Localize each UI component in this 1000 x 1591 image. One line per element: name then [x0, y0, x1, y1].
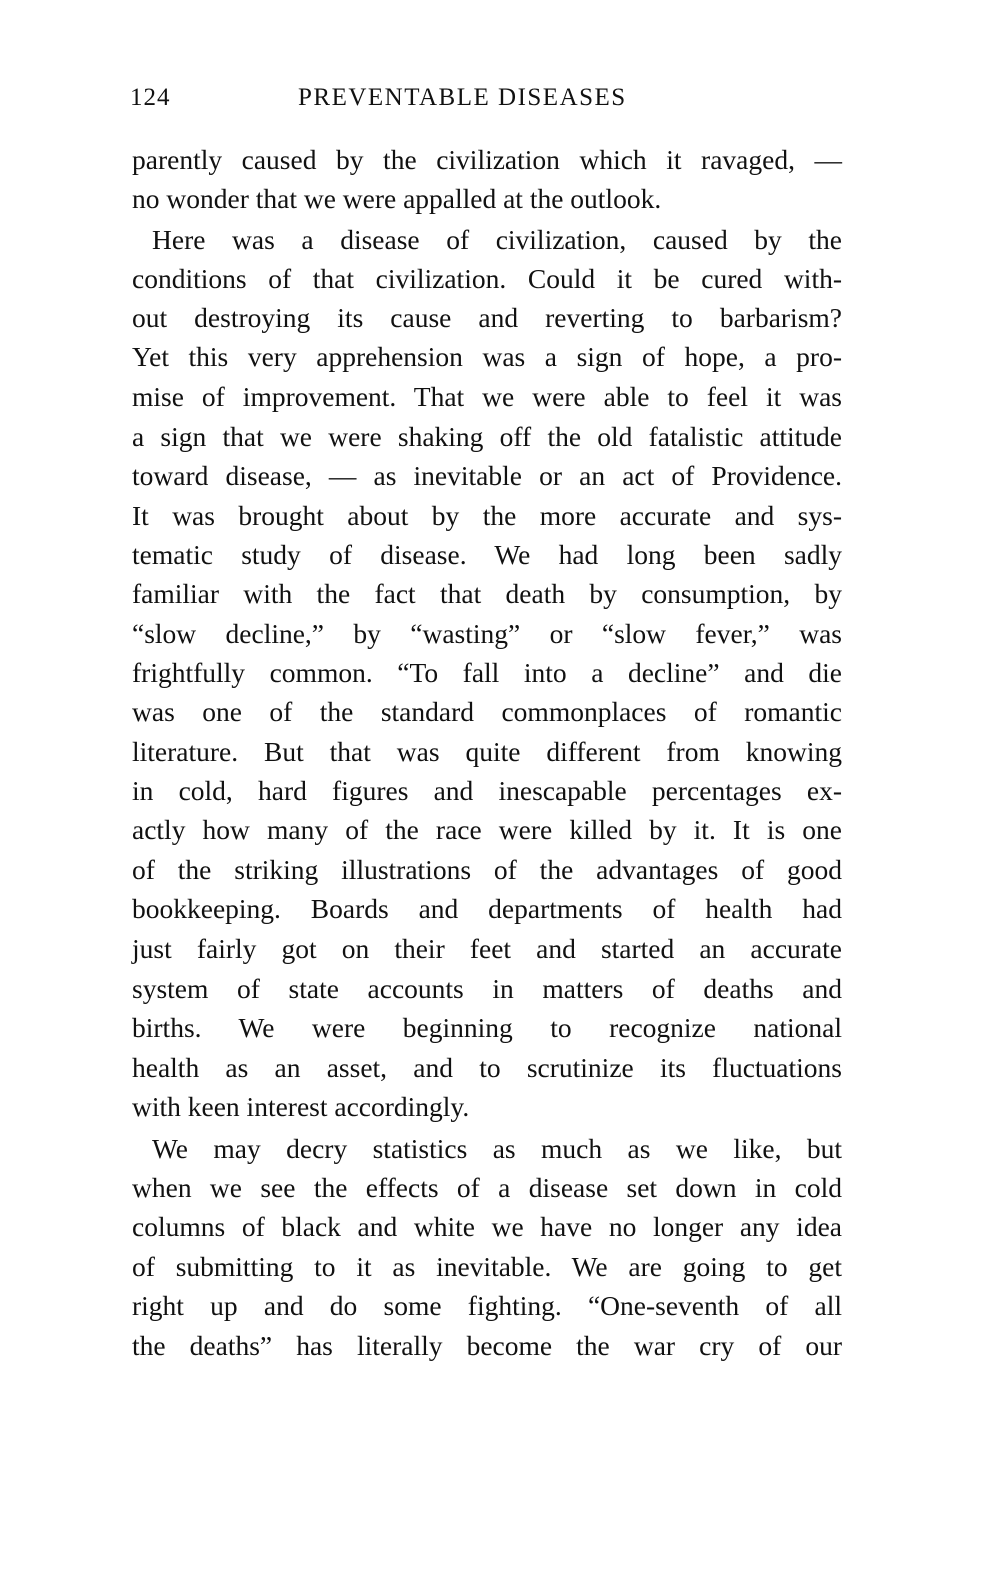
- text-line: frightfully common. “To fall into a decline” and die: [132, 657, 842, 688]
- text-line: a sign that we were shaking off the old fatalistic attitude: [132, 421, 842, 452]
- text-line: “slow decline,” by “wasting” or “slow fever,” was: [132, 618, 842, 649]
- page-number: 124: [130, 84, 171, 111]
- text-line: actly how many of the race were killed by it. It is one: [132, 814, 842, 845]
- text-line: with keen interest accordingly.: [132, 1091, 470, 1122]
- text-line: system of state accounts in matters of deaths and: [132, 973, 842, 1004]
- text-line: in cold, hard figures and inescapable percentages ex-: [132, 775, 842, 806]
- text-line: no wonder that we were appalled at the outlook.: [132, 183, 662, 214]
- text-line: when we see the effects of a disease set down in cold: [132, 1172, 842, 1203]
- text-line: familiar with the fact that death by consumption, by: [132, 578, 842, 609]
- text-line: tematic study of disease. We had long been sadly: [132, 539, 842, 570]
- running-title: PREVENTABLE DISEASES: [298, 84, 627, 111]
- text-line: births. We were beginning to recognize national: [132, 1012, 842, 1043]
- text-line: columns of black and white we have no longer any idea: [132, 1211, 842, 1242]
- text-line: It was brought about by the more accurate and sys-: [132, 500, 842, 531]
- text-line: just fairly got on their feet and started an accurate: [132, 933, 842, 964]
- text-line: health as an asset, and to scrutinize its fluctuations: [132, 1052, 842, 1083]
- text-line: parently caused by the civilization which it ravaged, —: [132, 144, 842, 175]
- text-line: of the striking illustrations of the advantages of good: [132, 854, 842, 885]
- text-line: Yet this very apprehension was a sign of hope, a pro-: [132, 341, 842, 372]
- text-line: toward disease, — as inevitable or an act of Providence.: [132, 460, 842, 491]
- text-line: of submitting to it as inevitable. We are going to get: [132, 1251, 842, 1282]
- text-line: bookkeeping. Boards and departments of health had: [132, 893, 842, 924]
- text-line: out destroying its cause and reverting to barbarism?: [132, 302, 842, 333]
- text-line: the deaths” has literally become the war cry of our: [132, 1330, 842, 1361]
- text-line: right up and do some fighting. “One-seventh of all: [132, 1290, 842, 1321]
- text-line: literature. But that was quite different from knowing: [132, 736, 842, 767]
- text-line: mise of improvement. That we were able to feel it was: [132, 381, 842, 412]
- text-line: We may decry statistics as much as we like, but: [152, 1133, 842, 1164]
- text-line: Here was a disease of civilization, caused by the: [152, 224, 842, 255]
- text-line: conditions of that civilization. Could it be cured with-: [132, 263, 842, 294]
- text-line: was one of the standard commonplaces of romantic: [132, 696, 842, 727]
